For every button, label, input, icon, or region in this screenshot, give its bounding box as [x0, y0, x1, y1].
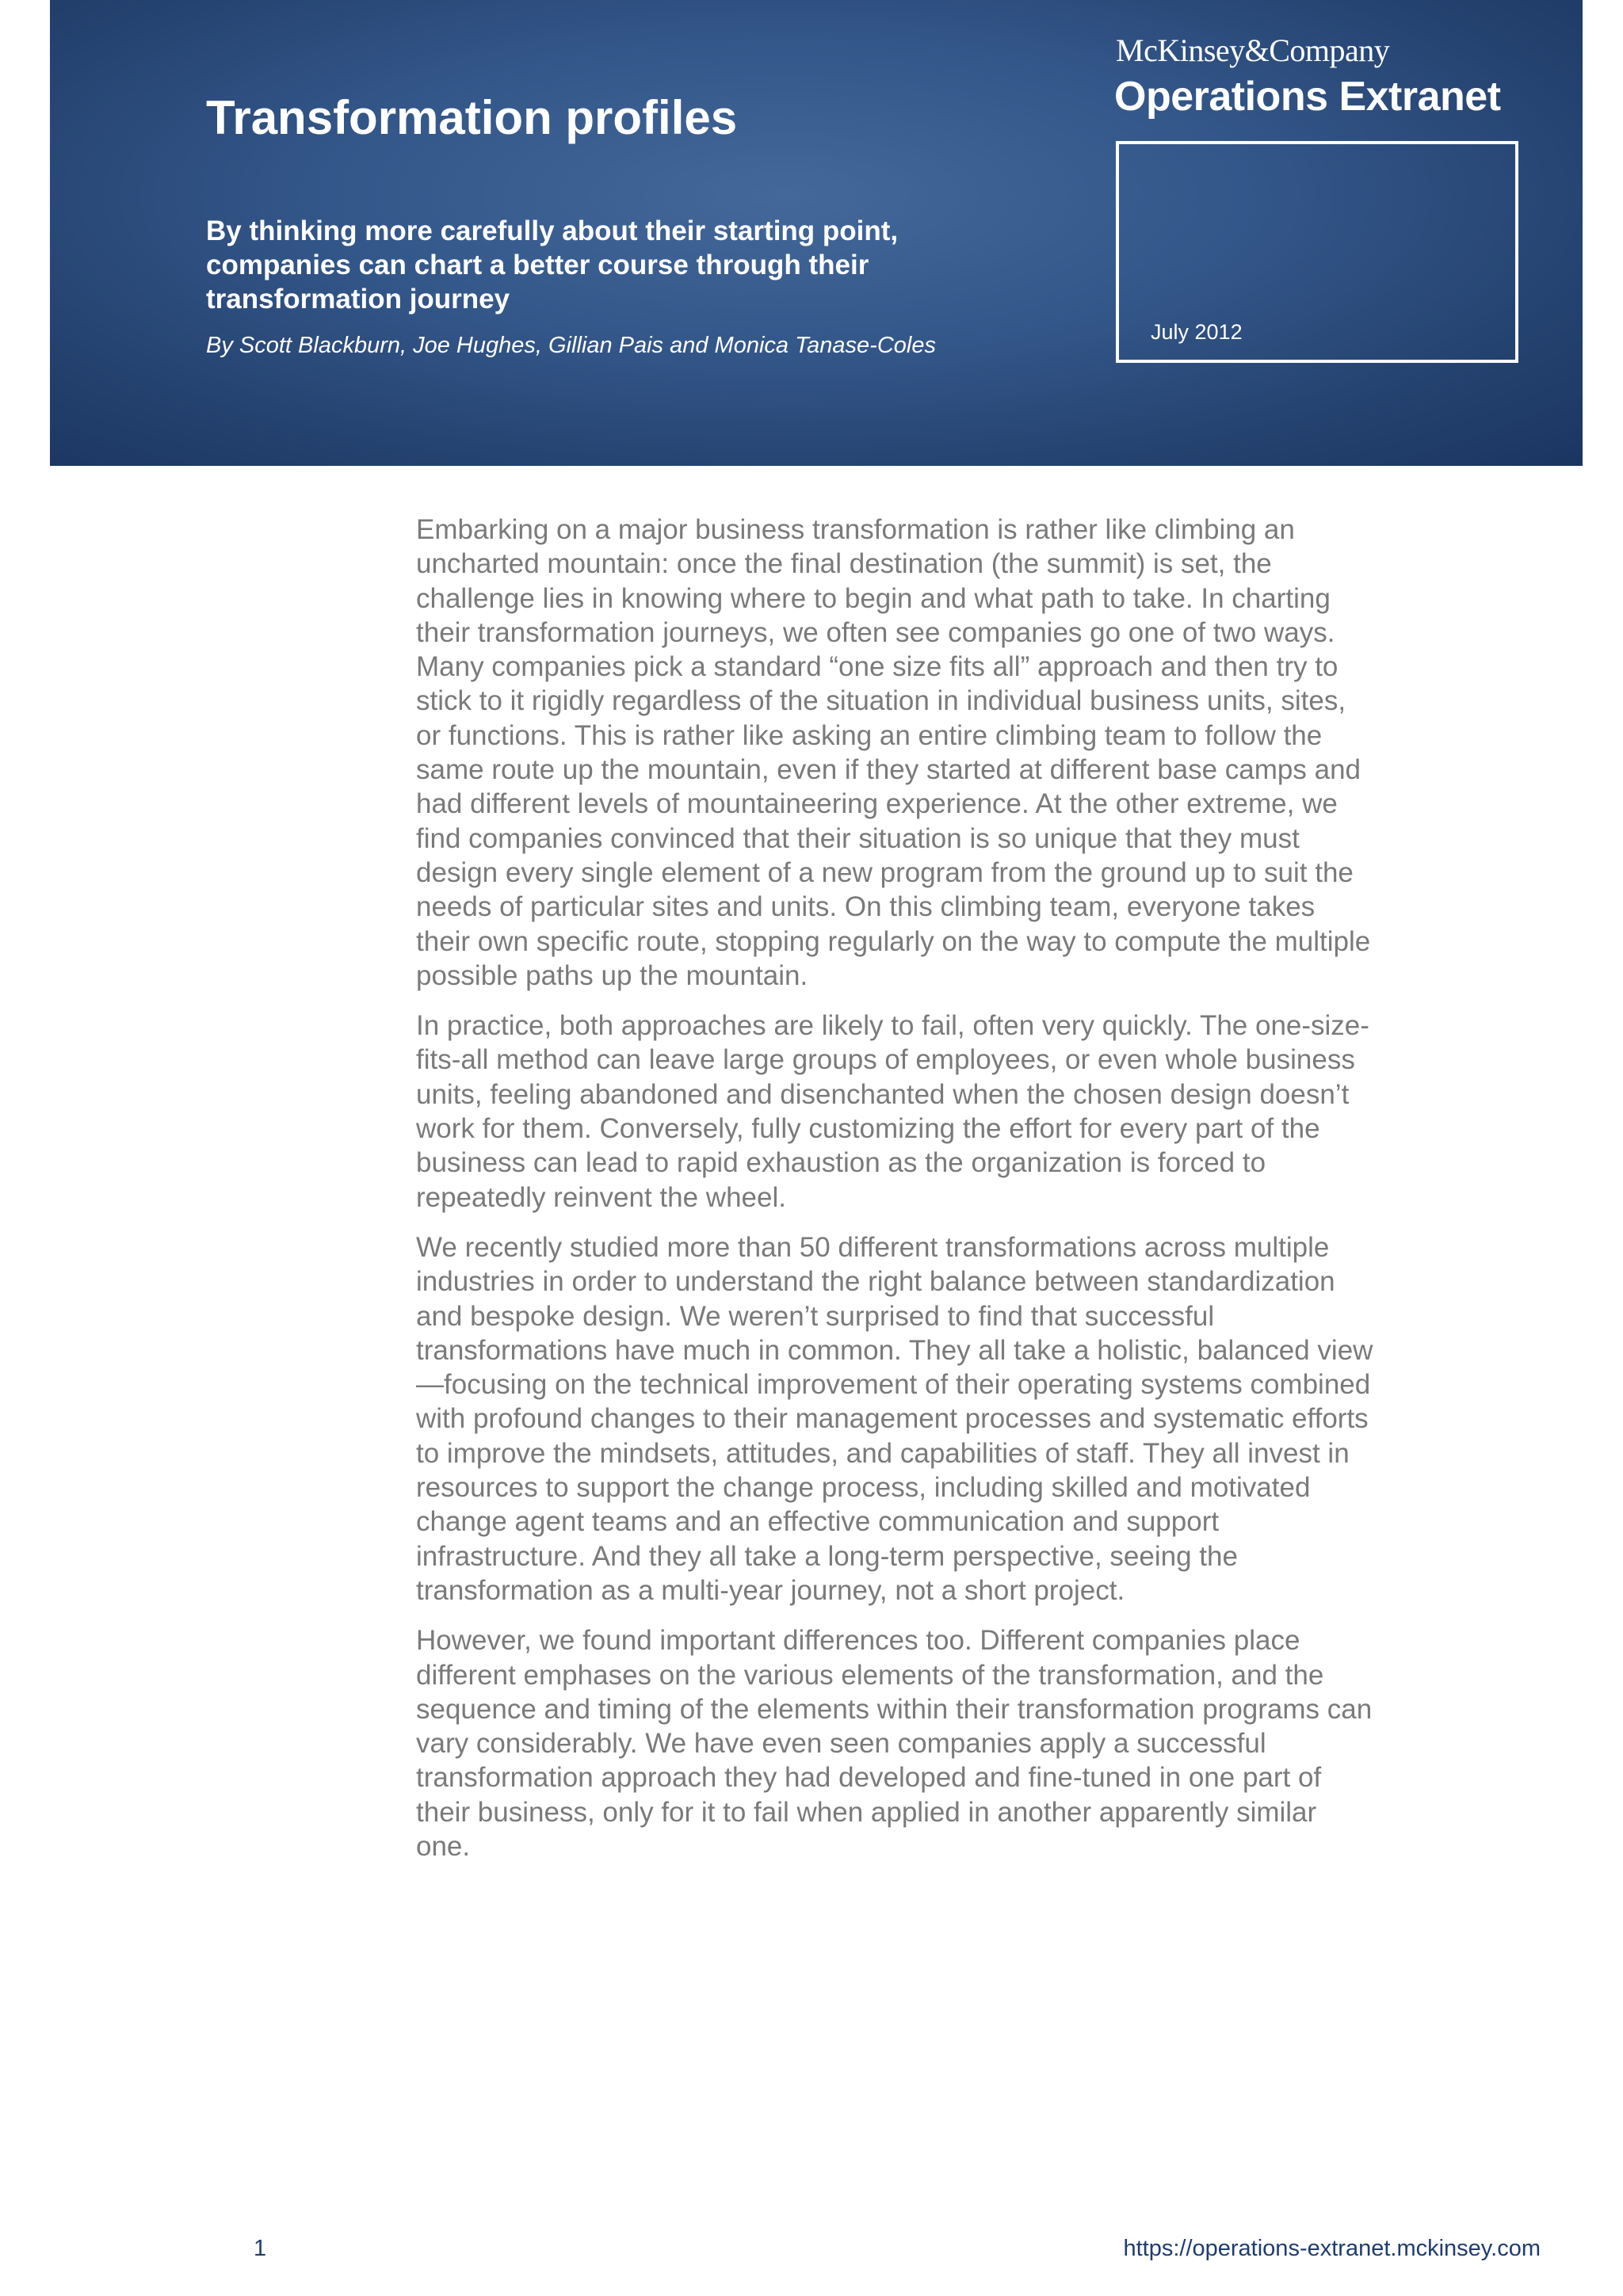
author-byline: By Scott Blackburn, Joe Hughes, Gillian Pais and Monica Tanase-Coles — [206, 333, 936, 358]
header-banner — [50, 0, 1583, 466]
page-number: 1 — [254, 2236, 267, 2261]
body-paragraph-1: Embarking on a major business transformation is rather like climbing an uncharted mountain: once the final destination (the summit) is set, the challenge lies in knowing where to begin and what path to take. In charting their transformation journeys, we often see companies go one of two ways. Many companies pick a standard “one size fits all” approach and then try to stick to it rigidly regardless of the situation in individual business units, sites, or functions. This is rather like asking an entire climbing team to follow the same route up the mountain, even if they started at different base camps and had different levels of mountaineering experience. At the other extreme, we find companies convinced that their situation is so unique that they must design every single element of a new program from the ground up to suit the needs of particular sites and units. On this climbing team, everyone takes their own specific route, stopping regularly on the way to compute the multiple possible paths up the mountain. — [416, 514, 1371, 991]
brand-logo-text: McKinsey&Company — [1116, 32, 1390, 68]
publication-date: July 2012 — [1151, 320, 1243, 344]
body-paragraph-3: We recently studied more than 50 different transformations across multiple industries in order to understand the right balance between standardization and bespoke design. We weren’t surprised to find that successful transformations have much in common. They all take a holistic, balanced view—focusing on the technical improvement of their operating systems combined with profound changes to their management processes and systematic efforts to improve the mindsets, attitudes, and capabilities of staff. They all invest in resources to support the change process, including skilled and motivated change agent teams and an effective communication and support infrastructure. And they all take a long-term perspective, seeing the transformation as a multi-year journey, not a short project. — [416, 1231, 1373, 1606]
body-paragraph-2: In practice, both approaches are likely to fail, often very quickly. The one-size-fits-all method can leave large groups of employees, or even whole business units, feeling abandoned and disenchanted when the chosen design doesn’t work for them. Conversely, fully customizing the effort for every part of the business can lead to rapid exhaustion as the organization is forced to repeatedly reinvent the wheel. — [416, 1010, 1369, 1213]
document-title: Transformation profiles — [206, 91, 738, 144]
article-body — [416, 513, 1375, 1879]
body-paragraph-4: However, we found important differences too. Different companies place different emphases on the various elements of the transformation, and the sequence and timing of the elements within their transformation programs can vary considerably. We have even seen companies apply a successful transformation approach they had developed and fine-tuned in one part of their business, only for it to fail when applied in another apparently similar one. — [416, 1625, 1373, 1862]
product-name: Operations Extranet — [1114, 74, 1501, 120]
document-subtitle: By thinking more carefully about their starting point, companies can chart a better course through their transformation journey — [206, 215, 899, 315]
date-frame — [1116, 141, 1518, 363]
footer-url-link[interactable]: https://operations-extranet.mckinsey.com — [1123, 2236, 1541, 2261]
